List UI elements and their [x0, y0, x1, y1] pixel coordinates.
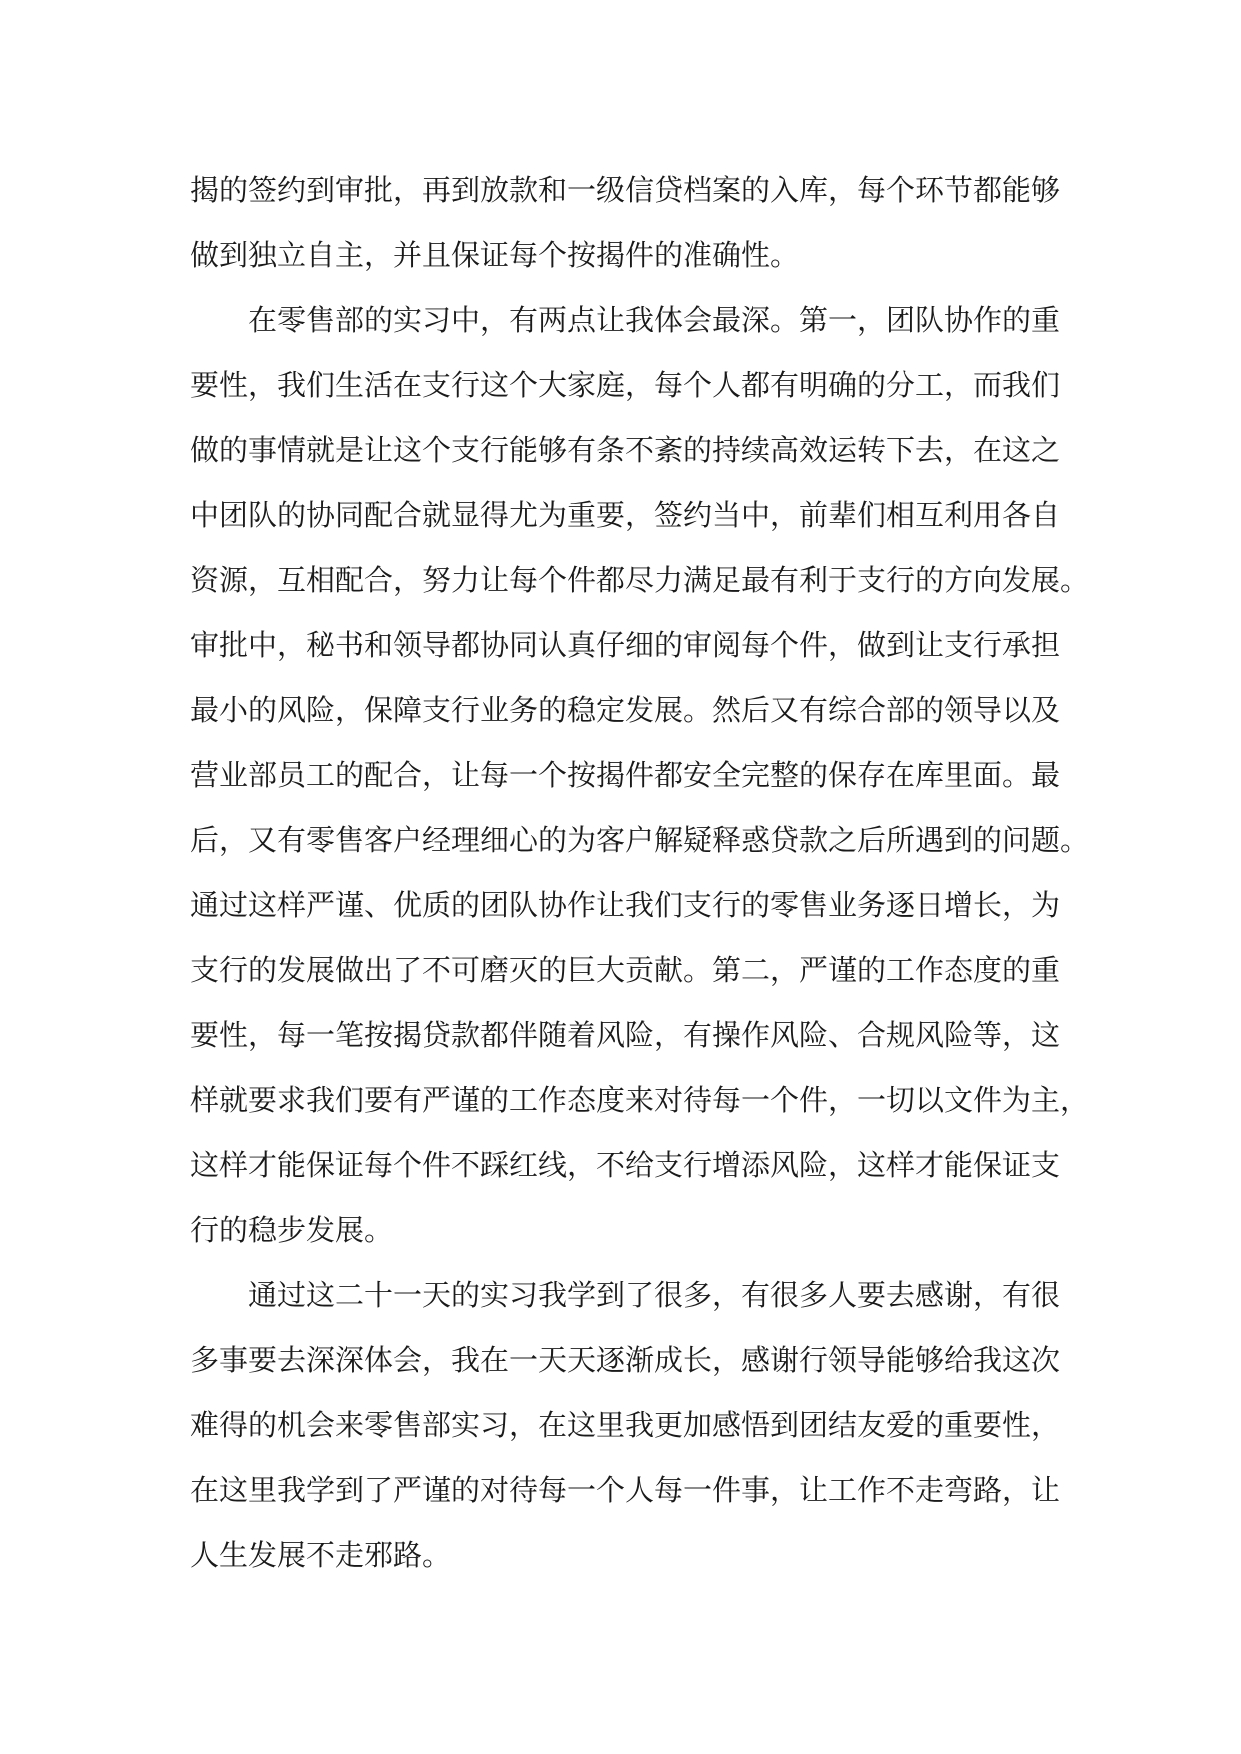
text-line: 要性，我们生活在支行这个大家庭，每个人都有明确的分工，而我们: [190, 368, 1061, 402]
text-line: 这样才能保证每个件不踩红线，不给支行增添风险，这样才能保证支: [190, 1148, 1061, 1182]
text-line: 最小的风险，保障支行业务的稳定发展。然后又有综合部的领导以及: [190, 693, 1061, 727]
text-line: 通过这样严谨、优质的团队协作让我们支行的零售业务逐日增长，为: [190, 888, 1061, 922]
text-line: 难得的机会来零售部实习，在这里我更加感悟到团结友爱的重要性，: [190, 1408, 1061, 1442]
paragraph-1: [190, 158, 1090, 288]
text-line: 审批中，秘书和领导都协同认真仔细的审阅每个件，做到让支行承担: [190, 628, 1061, 662]
text-line: 在这里我学到了严谨的对待每一个人每一件事，让工作不走弯路，让: [190, 1473, 1061, 1507]
text-line: 通过这二十一天的实习我学到了很多，有很多人要去感谢，有很: [190, 1278, 1061, 1312]
text-line: 后，又有零售客户经理细心的为客户解疑释惑贷款之后所遇到的问题。: [190, 823, 1090, 857]
text-line: 做到独立自主，并且保证每个按揭件的准确性。: [190, 238, 800, 272]
text-line: 多事要去深深体会，我在一天天逐渐成长，感谢行领导能够给我这次: [190, 1343, 1061, 1377]
text-line: 样就要求我们要有严谨的工作态度来对待每一个件，一切以文件为主，: [190, 1083, 1090, 1117]
paragraph-3: [190, 1263, 1090, 1588]
text-line: 支行的发展做出了不可磨灭的巨大贡献。第二，严谨的工作态度的重: [190, 953, 1061, 987]
document-body: [190, 158, 1090, 1588]
text-line: 营业部员工的配合，让每一个按揭件都安全完整的保存在库里面。最: [190, 758, 1061, 792]
text-line: 要性，每一笔按揭贷款都伴随着风险，有操作风险、合规风险等，这: [190, 1018, 1061, 1052]
text-line: 中团队的协同配合就显得尤为重要，签约当中，前辈们相互利用各自: [190, 498, 1061, 532]
text-line: 做的事情就是让这个支行能够有条不紊的持续高效运转下去，在这之: [190, 433, 1061, 467]
text-line: 资源，互相配合，努力让每个件都尽力满足最有利于支行的方向发展。: [190, 563, 1090, 597]
text-line: 行的稳步发展。: [190, 1213, 394, 1247]
text-line: 在零售部的实习中，有两点让我体会最深。第一，团队协作的重: [190, 303, 1061, 337]
paragraph-2: [190, 288, 1090, 1263]
text-line: 人生发展不走邪路。: [190, 1538, 452, 1572]
text-line: 揭的签约到审批，再到放款和一级信贷档案的入库，每个环节都能够: [190, 173, 1061, 207]
